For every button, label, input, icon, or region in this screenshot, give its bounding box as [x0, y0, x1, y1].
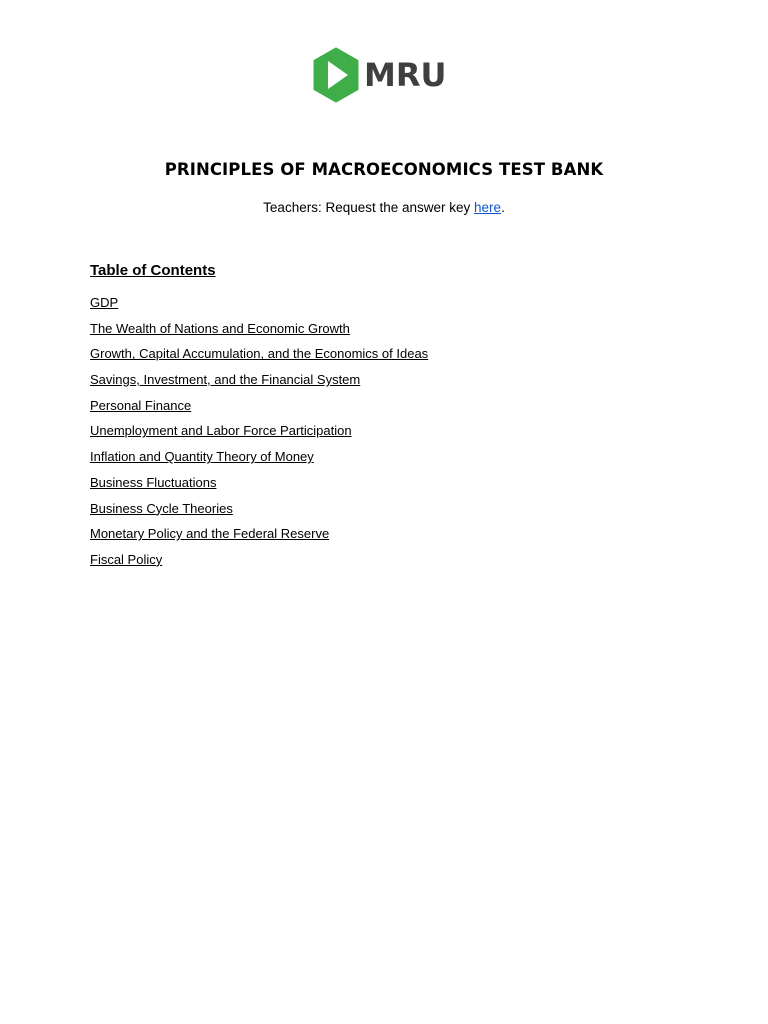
- toc-item: [90, 447, 428, 473]
- teacher-note-period: .: [501, 200, 505, 215]
- toc-link-growth-capital[interactable]: Growth, Capital Accumulation, and the Economics of Ideas: [90, 346, 429, 362]
- toc-item: [90, 344, 428, 370]
- toc-item: [90, 421, 428, 447]
- teacher-note: [0, 200, 768, 215]
- toc-item: [90, 370, 428, 396]
- toc-link-business-fluctuations[interactable]: Business Fluctuations: [90, 474, 217, 490]
- toc-heading: Table of Contents: [90, 262, 216, 279]
- toc-link-wealth-of-nations[interactable]: The Wealth of Nations and Economic Growth: [90, 320, 350, 336]
- toc-link-savings-investment[interactable]: Savings, Investment, and the Financial System: [90, 372, 361, 388]
- toc-item: [90, 524, 428, 550]
- page-title: PRINCIPLES OF MACROECONOMICS TEST BANK: [164, 160, 604, 179]
- toc-link-personal-finance[interactable]: Personal Finance: [90, 397, 192, 413]
- toc-item: [90, 319, 428, 345]
- toc-link-inflation[interactable]: Inflation and Quantity Theory of Money: [90, 449, 314, 465]
- toc-item: [90, 396, 428, 422]
- mru-logo: [312, 46, 452, 104]
- toc-item: [90, 293, 428, 319]
- toc-item: [90, 499, 428, 525]
- toc-link-monetary-policy[interactable]: Monetary Policy and the Federal Reserve: [90, 526, 330, 542]
- toc-link-fiscal-policy[interactable]: Fiscal Policy: [90, 551, 163, 567]
- toc-list: [90, 293, 428, 576]
- logo-text: MRU: [364, 56, 447, 94]
- play-hexagon-icon: [312, 47, 360, 103]
- teacher-note-text: Teachers: Request the answer key: [263, 200, 475, 215]
- answer-key-link[interactable]: here: [474, 200, 502, 215]
- toc-link-business-cycle-theories[interactable]: Business Cycle Theories: [90, 500, 233, 516]
- toc-link-unemployment[interactable]: Unemployment and Labor Force Participation: [90, 423, 352, 439]
- toc-item: [90, 550, 428, 576]
- toc-item: [90, 473, 428, 499]
- toc-link-gdp[interactable]: GDP: [90, 295, 119, 310]
